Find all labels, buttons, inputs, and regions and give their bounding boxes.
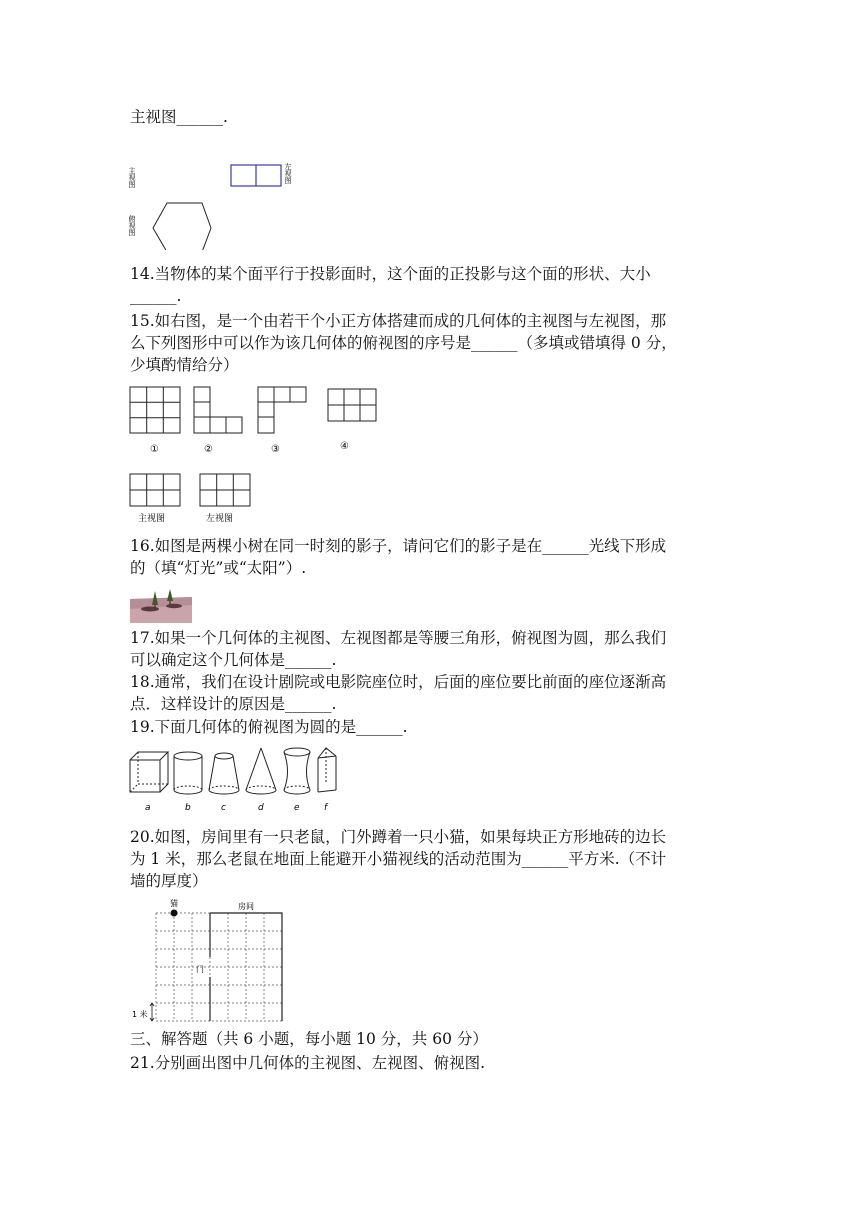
option-3-label: ③	[271, 444, 280, 455]
q18-line1: 18.通常，我们在设计剧院或电影院座位时，后面的座位要比前面的座位逐渐高	[130, 673, 667, 691]
solid-label-f: f	[324, 803, 328, 813]
solid-label-a: a	[145, 803, 151, 813]
q19-solids-figure	[128, 744, 348, 816]
solid-label-c: c	[221, 803, 226, 813]
room-label: 房间	[238, 902, 254, 911]
solid-cone	[246, 748, 276, 794]
main-view-label: 主视图	[128, 167, 136, 188]
option-1-label: ①	[150, 444, 159, 455]
q13-views-figure	[128, 155, 308, 250]
solid-label-e: e	[294, 803, 300, 813]
solid-frustum	[209, 753, 239, 794]
q20-line2: 为 1 米，那么老鼠在地面上能避开小猫视线的活动范围为______平方米.（不计	[130, 850, 667, 868]
door-label: 门	[196, 965, 204, 974]
option-2-grid	[194, 387, 242, 433]
q16-line2: 的（填“灯光”或“太阳”）.	[130, 559, 307, 577]
option-4-grid	[328, 389, 376, 421]
option-2-label: ②	[204, 444, 213, 455]
q15-line2: 么下列图形中可以作为该几何体的俯视图的序号是______（多填或错填得 0 分，	[130, 334, 677, 352]
section-3-heading: 三、解答题（共 6 小题，每小题 10 分，共 60 分）	[130, 1030, 488, 1048]
q20-line1: 20.如图，房间里有一只老鼠，门外蹲着一只小猫，如果每块正方形地砖的边长	[130, 828, 667, 846]
q16-trees-image	[130, 587, 192, 623]
q14-line1: 14.当物体的某个面平行于投影面时，这个面的正投影与这个面的形状、大小	[130, 265, 651, 283]
cat-marker	[171, 910, 178, 917]
q15-views-figure	[128, 472, 268, 527]
q21-line: 21.分别画出图中几何体的主视图、左视图、俯视图.	[130, 1054, 486, 1072]
option-3-grid	[258, 387, 306, 433]
cat-label: 猫	[170, 899, 178, 908]
solid-label-b: b	[185, 803, 191, 813]
top-view-hexagon	[153, 203, 211, 250]
q14-line2: ______.	[130, 287, 182, 305]
q19-line: 19.下面几何体的俯视图为圆的是______.	[130, 718, 408, 736]
q20-room-grid-figure	[130, 895, 290, 1025]
solid-cube	[130, 752, 168, 792]
q15-main-view	[130, 474, 180, 506]
q13-tail: 主视图______.	[130, 108, 228, 126]
q17-line1: 17.如果一个几何体的主视图、左视图都是等腰三角形，俯视图为圆，那么我们	[130, 629, 667, 647]
left-view-label: 左视图	[284, 163, 292, 184]
q15-line3: 少填酌情给分）	[130, 356, 239, 374]
unit-label: 1 米	[132, 1010, 148, 1019]
solid-label-d: d	[258, 803, 264, 813]
top-view-label: 俯视图	[128, 215, 136, 236]
q15-main-view-label: 主视图	[138, 514, 166, 524]
q15-left-view-label: 左视图	[206, 514, 234, 524]
q15-left-view	[200, 474, 250, 506]
floor-grid	[156, 913, 282, 1021]
solid-triangular-prism	[318, 748, 336, 792]
q15-line1: 15.如右图，是一个由若干个小正方体搭建而成的几何体的主视图与左视图，那	[130, 312, 667, 330]
q17-line2: 可以确定这个几何体是______.	[130, 651, 337, 669]
option-4-label: ④	[340, 441, 349, 452]
q20-line3: 墙的厚度）	[130, 872, 208, 890]
solid-hyperboloid	[284, 748, 310, 794]
q15-options-figure	[128, 383, 388, 463]
unit-arrow	[150, 1003, 154, 1021]
option-1-grid	[130, 387, 180, 433]
solid-cylinder	[174, 752, 202, 794]
q18-line2: 点．这样设计的原因是______.	[130, 695, 337, 713]
q16-line1: 16.如图是两棵小树在同一时刻的影子，请问它们的影子是在______光线下形成	[130, 537, 667, 555]
